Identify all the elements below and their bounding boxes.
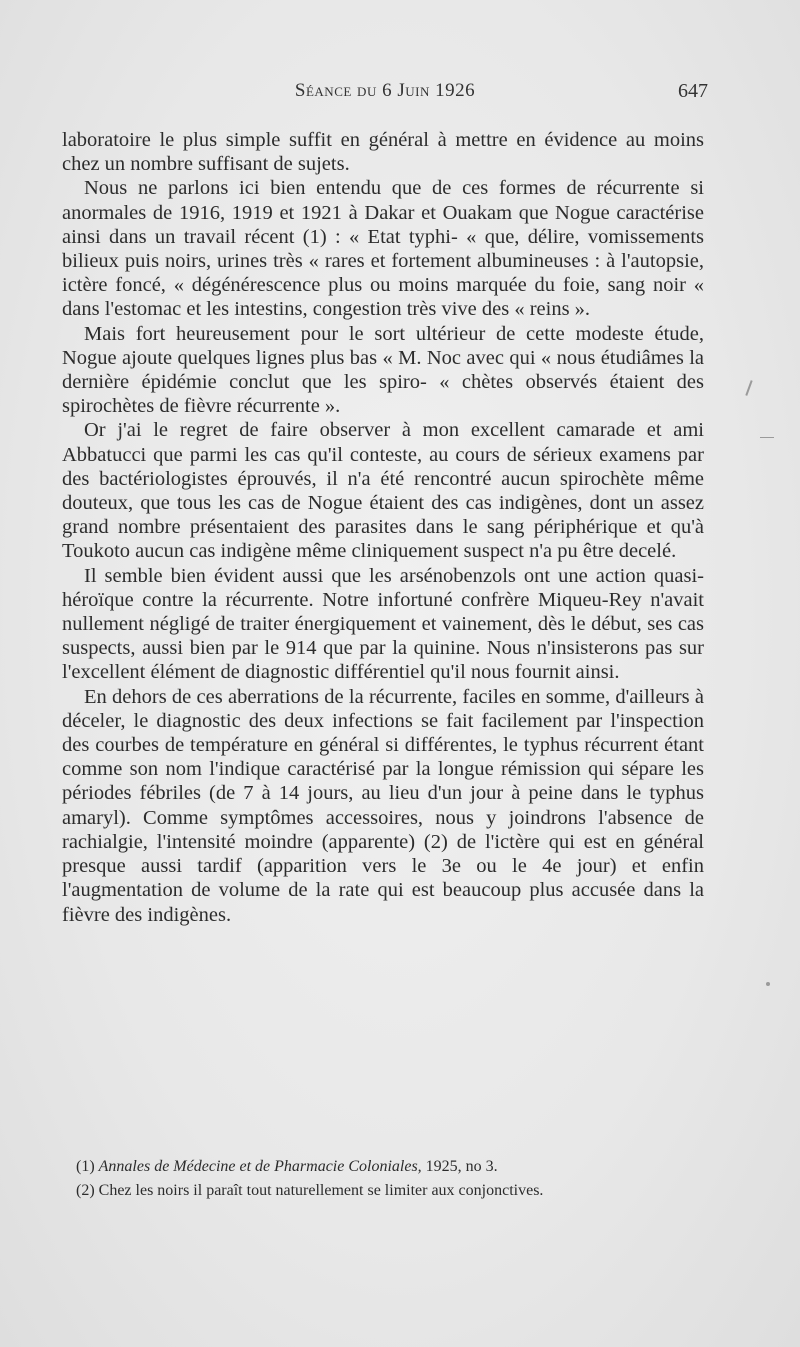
footnotes <box>62 1155 704 1203</box>
footnote-1-title: Annales de Médecine et de Pharmacie Coloniales, <box>98 1158 422 1175</box>
footnote-2: (2) Chez les noirs il paraît tout naturellement se limiter aux conjonctives. <box>76 1182 544 1199</box>
scan-mark <box>760 437 774 438</box>
paragraph-2: Nous ne parlons ici bien entendu que de ces formes de récurrente si anormales de 1916, 1919 et 1921 à Dakar et Ouakam que Nogue caractérise ainsi dans un travail récent (1) : « Etat typhi- « que, délire, vomissements bilieux puis noirs, urines très « rares et fortement albumineuses : à l'autopsie, ictère foncé, « dégénérescence plus ou moins marquée du foie, sang noir « dans l'estomac et les intestins, congestion très vive des « reins ». <box>62 177 704 321</box>
scan-mark <box>766 982 770 986</box>
paragraph-3: Mais fort heureusement pour le sort ultérieur de cette modeste étude, Nogue ajoute quelques lignes plus bas « M. Noc avec qui « nous étudiâmes la dernière épidémie conclut que les spiro- « chètes observés étaient des spirochètes de fièvre récurrente ». <box>62 322 704 418</box>
footnote-1-number: (1) <box>76 1158 95 1175</box>
paragraph-4: Or j'ai le regret de faire observer à mon excellent camarade et ami Abbatucci que parmi les cas qu'il conteste, au cours de sérieux examens par des bactériologistes éprouvés, il n'a été rencontré aucun spirochète même douteux, que tous les cas de Nogue étaient des cas indigènes, dont un assez grand nombre présentaient des parasites dans le sang périphérique et qu'à Toukoto aucun cas indigène même cliniquement suspect n'a pu être decelé. <box>62 419 704 563</box>
paragraph-5: Il semble bien évident aussi que les arsénobenzols ont une action quasi-héroïque contre la récurrente. Notre infortuné confrère Miqueu-Rey n'avait nullement négligé de traiter énergiquement et vainement, dès le début, ses cas suspects, aussi bien par le 914 que par la quinine. Nous n'insisterons pas sur l'excellent élément de diagnostic différentiel qu'il nous fournit ainsi. <box>62 564 704 684</box>
paragraph-6: En dehors de ces aberrations de la récurrente, faciles en somme, d'ailleurs à déceler, le diagnostic des deux infections se fait facilement par l'inspection des courbes de température en général si différentes, le typhus récurrent étant comme son nom l'indique caractérisé par la longue rémission qui sépare les périodes fébriles (de 7 à 14 jours, au lieu d'un jour à peine dans le typhus amaryl). Comme symptômes accessoires, nous y joindrons l'absence de rachialgie, l'intensité moindre (apparente) (2) de l'ictère qui est en général presque aussi tardif (apparition vers le 3e ou le 4e jour) et enfin l'augmentation de volume de la rate qui est beaucoup plus accusée dans la fièvre des indigènes. <box>62 685 704 926</box>
page-header <box>62 80 708 110</box>
paragraph-1: laboratoire le plus simple suffit en général à mettre en évidence au moins chez un nombre suffisant de sujets. <box>62 129 704 176</box>
body-text <box>62 128 704 927</box>
footnote-1-rest: 1925, no 3. <box>425 1158 498 1175</box>
page-number: 647 <box>678 80 708 102</box>
scan-mark <box>745 380 752 396</box>
running-head: Séance du 6 Juin 1926 <box>294 80 476 101</box>
footnote-1 <box>62 1155 704 1179</box>
